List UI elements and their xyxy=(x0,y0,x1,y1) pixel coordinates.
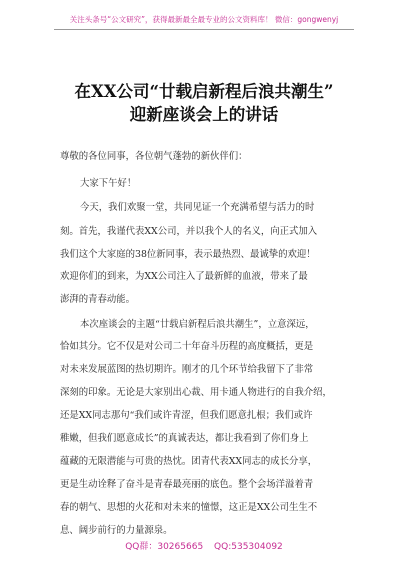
header-promo-text: 关注头条号“公文研究”，获得最新最全最专业的公文资料库！ 微信：gongwenyj xyxy=(69,15,339,24)
body-line: 春的朝气、思想的火花和对未来的憧憬，这正是XX公司生生不 xyxy=(60,502,318,513)
document-title-line-1: 在XX公司“廿载启新程后浪共潮生” xyxy=(74,82,334,101)
body-line: 本次座谈会的主题“廿载启新程后浪共潮生”，立意深远， xyxy=(80,319,315,330)
footer-contact xyxy=(0,539,408,552)
body-line: 尊敬的各位同事，各位朝气蓬勃的新伙伴们： xyxy=(60,151,248,162)
body-line: 今天，我们欢聚一堂，共同见证一个充满希望与活力的时 xyxy=(80,202,315,213)
body-line: 恰如其分。它不仅是对公司二十年奋斗历程的高度概括，更是 xyxy=(60,341,314,352)
body-line: 息、阔步前行的力量源泉。 xyxy=(60,525,173,536)
footer-qq-number: QQ:535304092 xyxy=(214,542,283,552)
body-line: 蕴藏的无限潜能与可贵的热忱。团青代表XX同志的成长分享， xyxy=(60,456,318,467)
header-divider xyxy=(54,29,354,30)
body-line: 大家下午好！ xyxy=(80,178,137,189)
footer-qq-group: QQ群：30265665 xyxy=(125,542,204,552)
body-line: 对未来发展蓝图的热切期许。刚才的几个环节给我留下了非常 xyxy=(60,364,314,375)
body-line: 更是生动诠释了奋斗是青春最亮丽的底色。整个会场洋溢着青 xyxy=(60,479,314,490)
body-line: 稚嫩，但我们愿意成长”的真诚表达，都让我看到了你们身上 xyxy=(60,433,309,444)
body-line: 我们这个大家庭的38位新同事，表示最热烈、最诚挚的欢迎！ xyxy=(60,249,316,260)
body-line: 澎湃的青春动能。 xyxy=(60,294,136,305)
body-line: 深刻的印象。无论是大家别出心裁、用卡通人物进行的自我介绍， xyxy=(60,387,332,398)
body-line: 还是XX同志那句“我们或许青涩，但我们愿意扎根；我们或许 xyxy=(60,410,313,421)
body-line: 刻。首先，我谨代表XX公司，并以我个人的名义，向正式加入 xyxy=(60,226,318,237)
document-title-line-2: 迎新座谈会上的讲话 xyxy=(129,105,279,124)
body-line: 欢迎你们的到来，为XX公司注入了最新鲜的血液，带来了最 xyxy=(60,271,308,282)
